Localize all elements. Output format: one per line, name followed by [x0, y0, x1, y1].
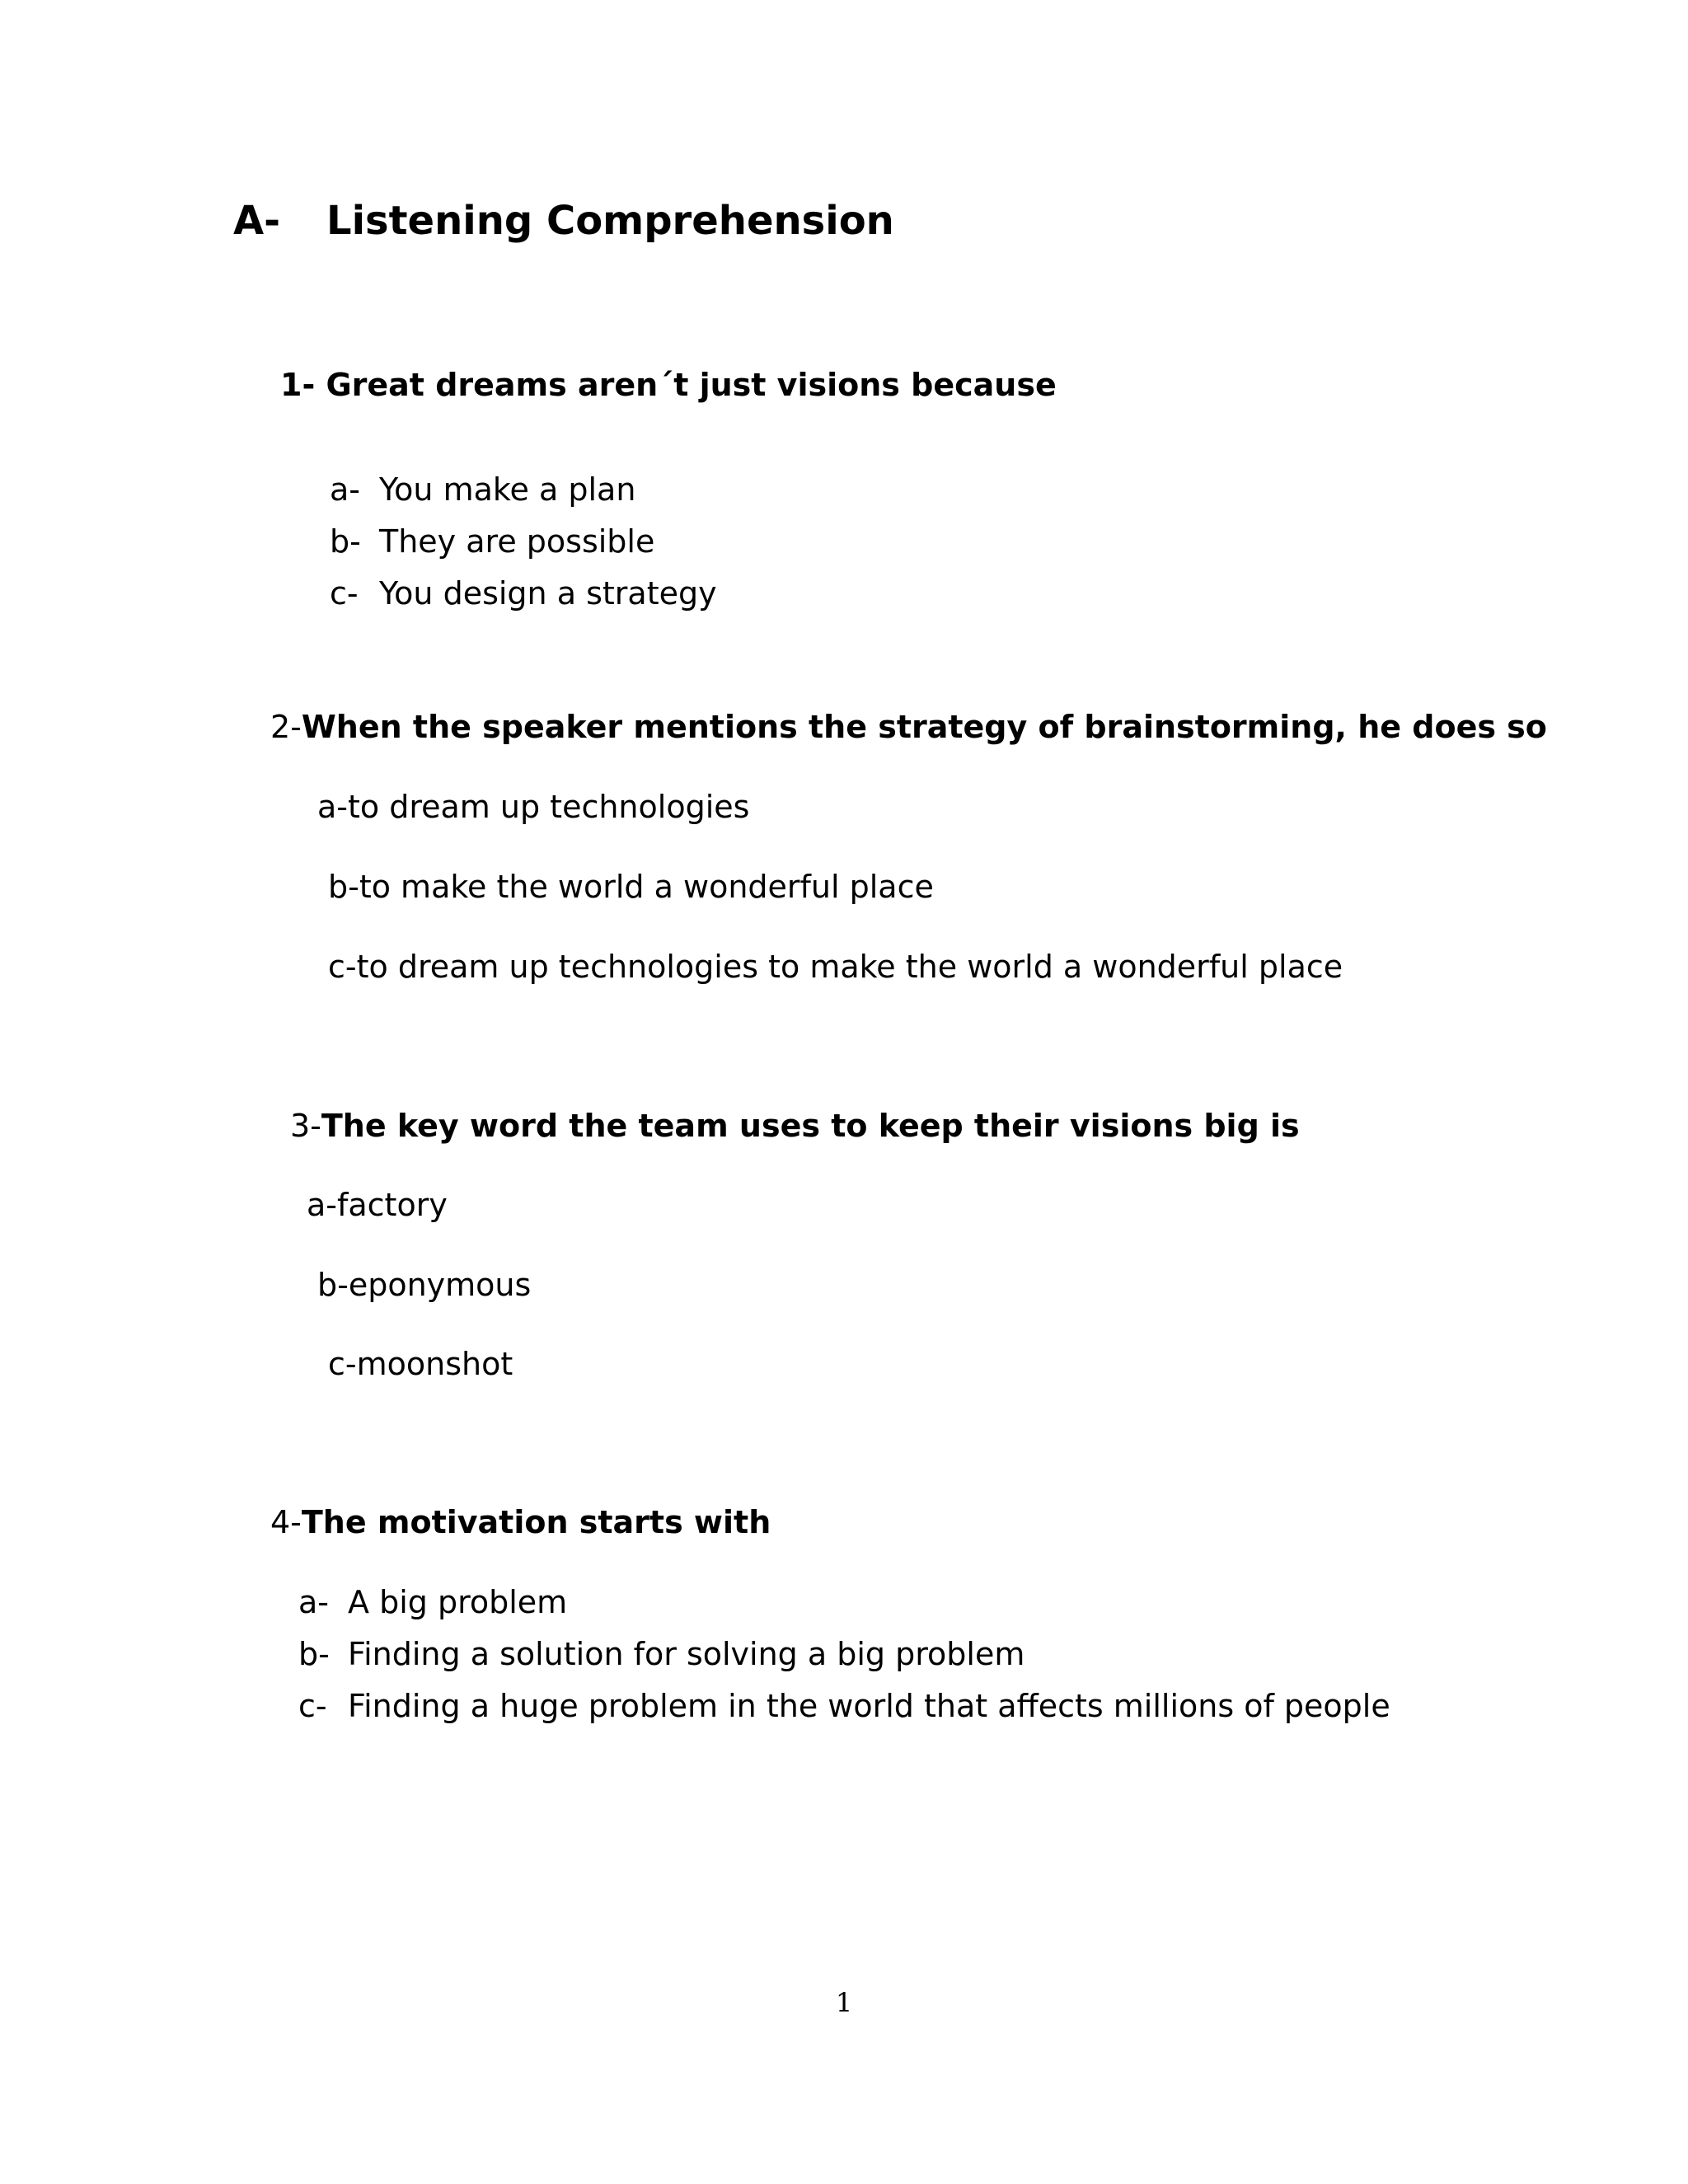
question-1-option-a [330, 470, 635, 509]
option-text: A big problem [348, 1584, 568, 1620]
option-letter: b- [298, 1636, 330, 1672]
question-1 [280, 365, 1057, 405]
option-letter: a- [298, 1584, 329, 1620]
question-2-option-c [328, 947, 1343, 987]
option-text: Finding a huge problem in the world that affects millions of people [348, 1688, 1390, 1724]
question-3-option-b [317, 1265, 531, 1305]
question-2 [270, 707, 1547, 747]
question-number: 2- [270, 709, 302, 745]
question-text: The key word the team uses to keep their visions big is [321, 1108, 1300, 1144]
section-title: Listening Comprehension [326, 198, 894, 244]
question-number: 3- [290, 1108, 321, 1144]
question-4-option-c [298, 1686, 1390, 1726]
option-text: b-eponymous [317, 1267, 532, 1303]
option-letter: b- [330, 523, 361, 560]
question-4 [270, 1502, 771, 1542]
option-text: You make a plan [379, 471, 636, 508]
question-2-option-a [317, 787, 749, 827]
question-text: Great dreams aren´t just visions because [326, 367, 1057, 403]
question-text: The motivation starts with [301, 1504, 771, 1540]
section-letter: A- [233, 198, 281, 244]
question-3-option-a [307, 1185, 448, 1225]
section-heading [233, 196, 894, 246]
question-4-option-b [298, 1634, 1025, 1674]
question-number: 1- [280, 367, 316, 403]
question-3-option-c [328, 1344, 513, 1384]
option-text: c-to dream up technologies to make the world a wonderful place [328, 949, 1343, 985]
page-number: 1 [835, 1987, 853, 2018]
option-text: Finding a solution for solving a big problem [348, 1636, 1025, 1672]
option-text: They are possible [379, 523, 655, 560]
option-text: c-moonshot [328, 1346, 513, 1382]
option-letter: c- [298, 1688, 327, 1724]
option-text: b-to make the world a wonderful place [328, 869, 934, 905]
question-3 [290, 1106, 1300, 1146]
question-1-option-b [330, 522, 654, 561]
question-4-option-a [298, 1582, 567, 1622]
question-text: When the speaker mentions the strategy of brainstorming, he does so [301, 709, 1547, 745]
question-1-option-c [330, 574, 717, 613]
question-2-option-b [328, 867, 934, 907]
question-number: 4- [270, 1504, 302, 1540]
option-letter: c- [330, 575, 359, 612]
option-text: a-to dream up technologies [317, 789, 750, 825]
option-letter: a- [330, 471, 360, 508]
option-text: a-factory [307, 1187, 448, 1223]
option-text: You design a strategy [379, 575, 717, 612]
